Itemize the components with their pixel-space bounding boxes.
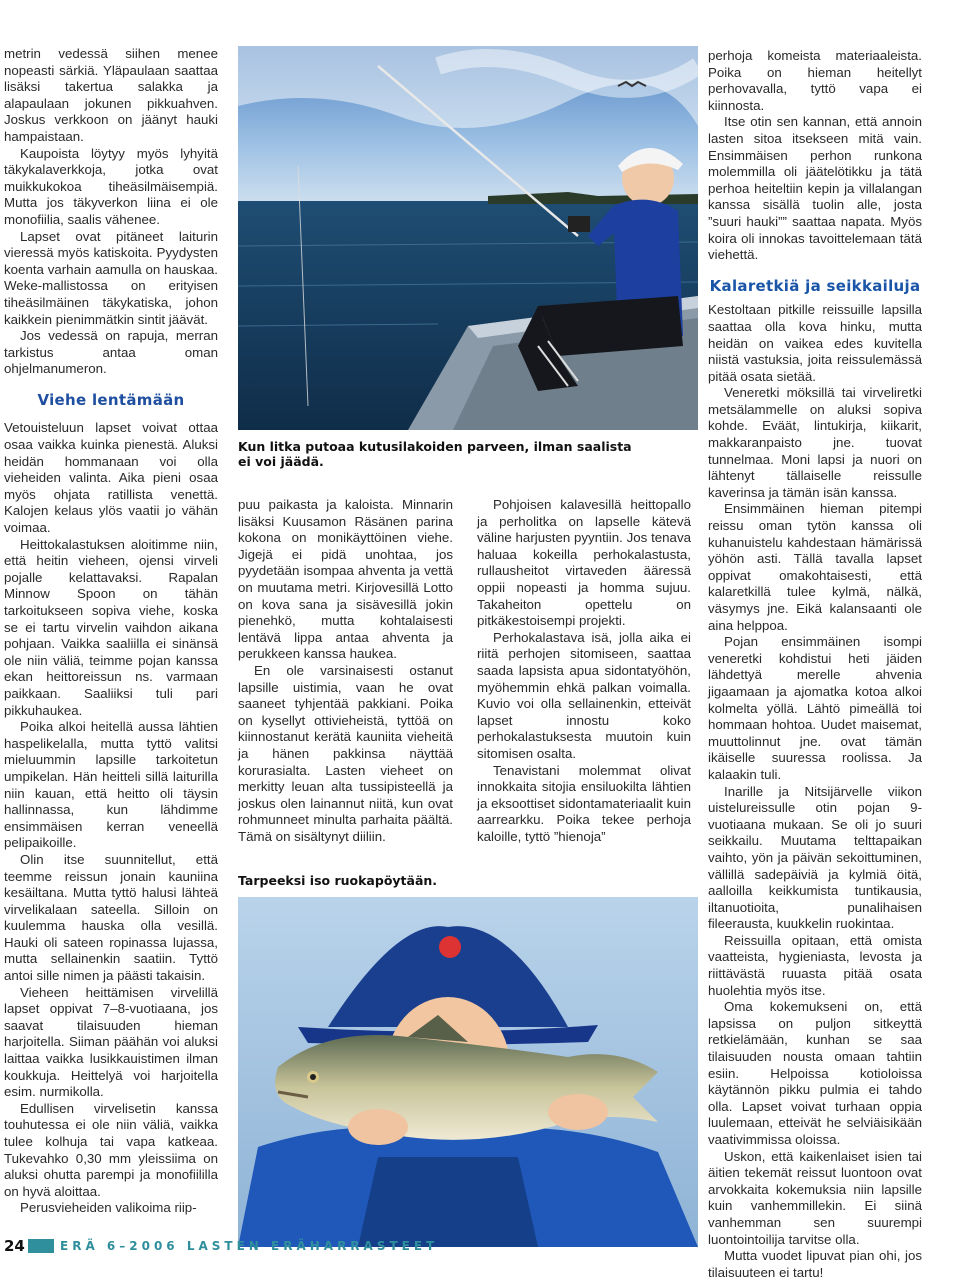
photo-boy-with-fish xyxy=(238,897,698,1247)
caption-fish-photo: Tarpeeksi iso ruokapöytään. xyxy=(238,873,438,888)
caption-top-photo: Kun litka putoaa kutusilakoiden parveen, ilman saalista ei voi jäädä. xyxy=(238,439,632,469)
paragraph: Heittokalastuksen aloitimme niin, että heitin vieheen, ojensi virveli pojalle kelattavaksi. Rapalan Minnow Spoon on tähän tarkoitukseen sopiva viehe, koska se ei tartu virvelin vaihdon aikana pohjaan. Vaikka saaliilla ei sinänsä ole niin väliä, teimme pojan kanssa ekan heittoreissun ns. varmaan paikkaan. Saaliiksi tuli pari pikkuhaukea. xyxy=(4,536,218,718)
footer-color-bar xyxy=(28,1239,54,1253)
paragraph: En ole varsinaisesti ostanut lapsille uistimia, vaan he ovat saaneet tyhjentää pakkiani. Poika on kysellyt ottivieheistä, tyttöä on kiinnostanut kerätä kauniita vieheitä ja hänen pakkinsa näyttää korurasialta. Lasten vieheet on merkitty leuan alta tussipisteellä ja joskus olen lainannut niitä, kun ovat rohmunneet minulta parhaita päältä. Tämä on sisältynyt diiliin. xyxy=(238,662,453,844)
paragraph: Oma kokemukseni on, että lapsissa on puljon sitkeyttä retkielämään, kunhan se saa tilaisuuden nousta omaan tahtiin esiin. Helpoissa kotioloissa käytännön pikku pulmia ei tahdo olla. Lapset voivat turhaan oppia luulemaan, etteivät he selviäisikään vaativimmissa oloissa. xyxy=(708,999,922,1147)
paragraph: Poika alkoi heitellä aussa lähtien haspelikelalla, mutta tyttö valitsi mieluummin lapsille tarkoitetun umpikelan. Hän heitteli sillä laiturilla niin kauan, että heitto oli täysin hallinnassa, kun lähdimme ensimmäisen kerran veneellä pelipaikoille. xyxy=(4,719,218,851)
paragraph: Edullisen virvelisetin kanssa touhutessa ei ole niin väliä, vaikka tulee kolhuja tai vapa katkeaa. Tukevahko 0,30 mm yleissiima on aluksi ohutta parempi ja monofiililla on hyvä aloittaa. xyxy=(4,1100,218,1199)
paragraph: Kestoltaan pitkille reissuille lapsilla saattaa olla kova hinku, mutta heidän on vaikea edes kuvitella niistä vastuksia, joita reissulemässä pitää osata sietää. xyxy=(708,302,922,384)
paragraph: Vieheen heittämisen virvelillä lapset oppivat 7–8-vuotiaana, jos saavat tilaisuuden hieman harjoitella. Siiman päähän voi aluksi laittaa vaikka lusikkauistimen ilman koukkuja. Heittelyä voi harjoitella esim. nurmikolla. xyxy=(4,984,218,1100)
paragraph: Kaupoista löytyy myös lyhyitä täkykalaverkkoja, jotka ovat muikkukokoa tiheäsilmäisempiä. Mutta jos täkyverkon liina ei ole monofiilia, saalis vähenee. xyxy=(4,145,218,227)
paragraph: Perhokalastava isä, jolla aika ei riitä perhojen sitomiseen, saattaa saada lapsista apua sidontatyöhön, myöhemmin ehkä palkan voimalla. Kuvio voi olla sellainenkin, etteivät lapset innostu koko perhokalastuksesta muutoin kuin sitomisen osalta. xyxy=(477,629,691,761)
paragraph: perhoja komeista materiaaleista. Poika on hieman heitellyt perhovavalla, tyttö vapa ei kiinnosta. xyxy=(708,48,922,113)
paragraph: Tenavistani molemmat olivat innokkaita sitojia ensiluokilta lähtien ja eksoottiset sidontamateriaalit kuin aarrearkku. Poika tekee perhoja kaloille, tyttö ”hienoja” xyxy=(477,762,691,844)
magazine-issue-title: ERÄ 6–2006 LASTEN ERÄHARRASTEET xyxy=(60,1239,439,1253)
paragraph: Lapset ovat pitäneet laiturin vieressä myös katiskoita. Pyydysten koenta varhain aamulla on hauskaa. Weke-mallistossa on erityisen tiheäsilmäinen täkykatiska, johon kaikkein pienimmätkin sintit jäävät. xyxy=(4,228,218,327)
paragraph: Olin itse suunnitellut, että teemme reissun jonain kauniina kesäiltana. Mutta tyttö halusi lähteä virvelikalaan sateella. Silloin on kuulemma hauska olla vesillä. Hauki oli sateen ropinassa lujassa, mutta sellainenkin saatiin. Tyttö antoi sille nimen ja päästi takaisin. xyxy=(4,851,218,984)
photo-boy-fishing-boat xyxy=(238,46,698,430)
paragraph: Ensimmäinen hieman pitempi reissu oman tytön kanssa oli kuhanuistelu kahdestaan hämärissä yöhön asti. Tällä tavalla lapset oppivat omakohtaisesti, että kalaretkillä tulee kylmä, nälkä, väsymys jne. Eikä kalansaanti ole aina helppoa. xyxy=(708,501,922,633)
article-column-3 xyxy=(477,497,691,845)
photo-boy-fishing-boat-image xyxy=(238,46,698,430)
article-column-2 xyxy=(238,497,453,845)
subheading-viehe: Viehe lentämään xyxy=(37,390,185,409)
subheading-kalaretkia: Kalaretkiä ja seikkailuja xyxy=(709,276,921,295)
photo-boy-with-fish-image xyxy=(238,897,698,1247)
paragraph: Perusvieheiden valikoima riip- xyxy=(20,1200,197,1216)
paragraph: Veneretki möksillä tai virveliretki metsälammelle on aluksi sopiva kohde. Eväät, lintukirja, kiikarit, makkaranpaisto jne. tuovat tunnelmaa. Moni lapsi ja nuori on lähtenyt tällaiselle reissulle kaverinsa ja tämän isän kanssa. xyxy=(708,385,922,500)
page-number: 24 xyxy=(4,1237,25,1255)
article-column-4 xyxy=(708,48,922,1281)
paragraph: Reissuilla opitaan, että omista vaatteista, hygieniasta, levosta ja riittävästä ruuasta pitää osata huolehtia myös itse. xyxy=(708,932,922,998)
paragraph: Vetouisteluun lapset voivat ottaa osaa vaikka kuinka pienestä. Aluksi heidän hommanaan voi olla vieheiden valinta. Aika pieni osaa myös ohjata ratillista venettä. Kalojen kelaus ylös vaatii jo vähän voimaa. xyxy=(4,420,218,536)
paragraph: Uskon, että kaikenlaiset isien tai äitien tekemät reissut luontoon ovat arvokkaita kokemuksia niin lapsille kuin vanhemmillekin. Ei siinä vanhemman sen suurempi luontointoilija tarvitse olla. xyxy=(708,1148,922,1247)
paragraph: Mutta vuodet lipuvat pian ohi, jos tilaisuuteen ei tartu! xyxy=(708,1248,922,1280)
paragraph: Itse otin sen kannan, että annoin lasten sitoa itsekseen mitä vain. Ensimmäisen perhon runkona molemmilla oli jäätelötikku ja tätä perhoa heiteltiin kepin ja villalangan kanssa sisällä tuolin alle, josta ”suuri hauki”” saattaa napata. Myös koira oli innokas tavoittelemaan tätä viehettä. xyxy=(708,114,922,263)
paragraph: metrin vedessä siihen menee nopeasti särkiä. Yläpaulaan saattaa lisäksi takertua salakka ja alapaulaan jokunen pikkuahven. Joskus verkkoon on jäänyt hauki hampaistaan. xyxy=(4,46,218,144)
paragraph: Jos vedessä on rapuja, merran tarkistus antaa oman ohjelmanumeron. xyxy=(4,328,218,377)
paragraph: Inarille ja Nitsijärvelle viikon uistelureissulle otin pojan 9-vuotiaana mukaan. Se oli jo suuri seikkailu. Muutama telttapaikan vaihto, yön ja päivän sekoittuminen, vällillä sadepäiviä ja kylmiä öitä, aalloilla keikkumista tuntikausia, iltanuotioita, punalihaisen fileerausta, kuukkelin ruokintaa. xyxy=(708,783,922,932)
paragraph: puu paikasta ja kaloista. Minnarin lisäksi Kuusamon Räsänen parina kokona on monikäyttöinen viehe. Jigejä ei pidä unohtaa, jos pyydetään isompaa ahventa ja vettä on muutama metri. Kirjovesillä Lotto on kova sana ja sisävesillä jokin pienehkö, mutta kohtalaisesti lentävä lippa antaa ahventa ja perukkeen kanssa haukea. xyxy=(238,497,453,662)
paragraph: Pojan ensimmäinen isompi veneretki kohdistui heti jäiden lähdettyä merelle ahvenia jigaamaan ja ajomatka kotoa alkoi kolmelta yöllä. Lähtö pimeällä toi hommaan hohtoa. Uudet maisemat, muuttolinnut jne. ovat tämän ikäiselle suuressa roolissa. Ja kalaakin tuli. xyxy=(708,634,922,782)
page-footer xyxy=(4,1235,439,1257)
paragraph: Pohjoisen kalavesillä heittopallo ja perholitka on lapselle kätevä väline harjusten pyyntiin. Jos tenava haluaa kokeilla perhokalastusta, rullausheitot virtaveden ääressä oppii nopeasti ja homma sujuu. Takaheiton opettelu on pitkäkestoisempi projekti. xyxy=(477,497,691,629)
article-column-1 xyxy=(4,46,218,1217)
